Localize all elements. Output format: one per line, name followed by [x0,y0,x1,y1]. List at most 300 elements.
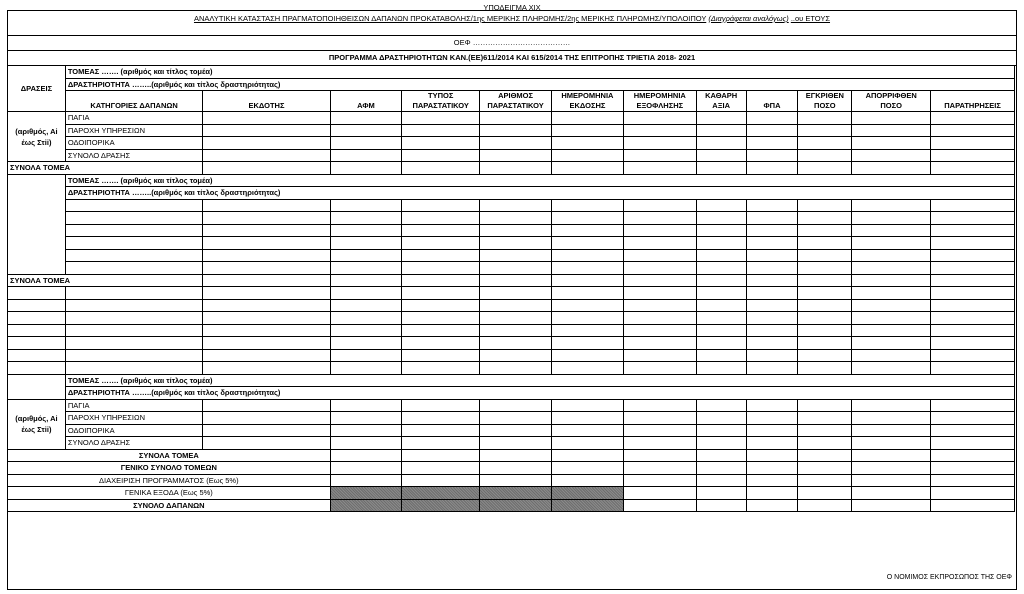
input-cell[interactable] [746,287,798,300]
input-cell[interactable] [798,287,852,300]
input-cell[interactable] [746,274,798,287]
input-cell[interactable] [623,212,696,225]
input-cell[interactable] [852,199,931,212]
input-cell[interactable] [330,299,402,312]
input-cell[interactable] [65,349,203,362]
input-cell[interactable] [623,462,696,475]
input-cell[interactable] [931,162,1015,175]
input-cell[interactable] [852,262,931,275]
input-cell[interactable] [552,362,624,375]
input-cell[interactable] [746,124,798,137]
input-cell[interactable] [696,424,746,437]
input-cell[interactable] [552,437,624,450]
input-cell[interactable] [931,137,1015,150]
input-cell[interactable] [402,124,480,137]
input-cell[interactable] [696,149,746,162]
input-cell[interactable] [852,487,931,500]
input-cell[interactable] [330,474,402,487]
input-cell[interactable] [696,474,746,487]
input-cell[interactable] [402,424,480,437]
input-cell[interactable] [931,474,1015,487]
input-cell[interactable] [330,124,402,137]
input-cell[interactable] [480,437,552,450]
input-cell[interactable] [203,249,330,262]
input-cell[interactable] [798,412,852,425]
input-cell[interactable] [203,299,330,312]
input-cell[interactable] [480,199,552,212]
input-cell[interactable] [798,324,852,337]
input-cell[interactable] [798,149,852,162]
input-cell[interactable] [8,324,66,337]
input-cell[interactable] [931,124,1015,137]
input-cell[interactable] [696,124,746,137]
input-cell[interactable] [402,437,480,450]
input-cell[interactable] [480,462,552,475]
input-cell[interactable] [402,199,480,212]
input-cell[interactable] [330,412,402,425]
input-cell[interactable] [852,337,931,350]
input-cell[interactable] [798,199,852,212]
input-cell[interactable] [65,237,203,250]
input-cell[interactable] [696,499,746,512]
input-cell[interactable] [852,499,931,512]
input-cell[interactable] [852,149,931,162]
input-cell[interactable] [852,462,931,475]
input-cell[interactable] [746,487,798,500]
input-cell[interactable] [480,474,552,487]
input-cell[interactable] [65,199,203,212]
input-cell[interactable] [746,237,798,250]
input-cell[interactable] [931,312,1015,325]
input-cell[interactable] [623,112,696,125]
input-cell[interactable] [696,137,746,150]
input-cell[interactable] [330,199,402,212]
input-cell[interactable] [798,299,852,312]
input-cell[interactable] [402,499,480,512]
input-cell[interactable] [480,224,552,237]
input-cell[interactable] [852,449,931,462]
input-cell[interactable] [203,124,330,137]
input-cell[interactable] [798,349,852,362]
input-cell[interactable] [696,324,746,337]
input-cell[interactable] [931,212,1015,225]
input-cell[interactable] [330,237,402,250]
input-cell[interactable] [696,412,746,425]
input-cell[interactable] [696,399,746,412]
input-cell[interactable] [402,412,480,425]
input-cell[interactable] [203,212,330,225]
input-cell[interactable] [623,199,696,212]
input-cell[interactable] [330,262,402,275]
input-cell[interactable] [402,362,480,375]
input-cell[interactable] [203,437,330,450]
input-cell[interactable] [746,137,798,150]
input-cell[interactable] [552,449,624,462]
input-cell[interactable] [746,299,798,312]
input-cell[interactable] [203,274,330,287]
input-cell[interactable] [746,437,798,450]
input-cell[interactable] [623,474,696,487]
input-cell[interactable] [798,124,852,137]
input-cell[interactable] [552,112,624,125]
input-cell[interactable] [931,262,1015,275]
input-cell[interactable] [552,212,624,225]
input-cell[interactable] [852,399,931,412]
input-cell[interactable] [931,337,1015,350]
input-cell[interactable] [330,149,402,162]
input-cell[interactable] [330,137,402,150]
input-cell[interactable] [330,212,402,225]
input-cell[interactable] [552,462,624,475]
input-cell[interactable] [552,337,624,350]
input-cell[interactable] [65,287,203,300]
input-cell[interactable] [552,149,624,162]
input-cell[interactable] [798,237,852,250]
input-cell[interactable] [65,224,203,237]
input-cell[interactable] [746,149,798,162]
input-cell[interactable] [931,424,1015,437]
input-cell[interactable] [552,162,624,175]
input-cell[interactable] [480,112,552,125]
input-cell[interactable] [931,437,1015,450]
input-cell[interactable] [330,312,402,325]
input-cell[interactable] [402,212,480,225]
input-cell[interactable] [402,262,480,275]
input-cell[interactable] [65,249,203,262]
input-cell[interactable] [480,274,552,287]
input-cell[interactable] [480,337,552,350]
input-cell[interactable] [931,399,1015,412]
input-cell[interactable] [798,437,852,450]
input-cell[interactable] [330,249,402,262]
input-cell[interactable] [203,149,330,162]
input-cell[interactable] [696,199,746,212]
input-cell[interactable] [931,274,1015,287]
input-cell[interactable] [798,337,852,350]
input-cell[interactable] [852,224,931,237]
input-cell[interactable] [798,249,852,262]
input-cell[interactable] [65,299,203,312]
input-cell[interactable] [402,299,480,312]
input-cell[interactable] [203,324,330,337]
input-cell[interactable] [696,312,746,325]
input-cell[interactable] [931,324,1015,337]
input-cell[interactable] [330,424,402,437]
input-cell[interactable] [798,399,852,412]
input-cell[interactable] [696,262,746,275]
input-cell[interactable] [746,262,798,275]
input-cell[interactable] [480,499,552,512]
input-cell[interactable] [203,424,330,437]
input-cell[interactable] [402,274,480,287]
input-cell[interactable] [696,299,746,312]
input-cell[interactable] [65,312,203,325]
input-cell[interactable] [402,249,480,262]
input-cell[interactable] [798,449,852,462]
input-cell[interactable] [931,299,1015,312]
input-cell[interactable] [746,162,798,175]
input-cell[interactable] [552,349,624,362]
input-cell[interactable] [623,324,696,337]
input-cell[interactable] [746,349,798,362]
input-cell[interactable] [931,149,1015,162]
input-cell[interactable] [852,212,931,225]
input-cell[interactable] [552,287,624,300]
input-cell[interactable] [402,349,480,362]
input-cell[interactable] [402,487,480,500]
input-cell[interactable] [552,237,624,250]
input-cell[interactable] [552,399,624,412]
input-cell[interactable] [623,412,696,425]
input-cell[interactable] [931,412,1015,425]
input-cell[interactable] [696,349,746,362]
input-cell[interactable] [65,362,203,375]
input-cell[interactable] [402,462,480,475]
input-cell[interactable] [330,112,402,125]
input-cell[interactable] [8,299,66,312]
input-cell[interactable] [480,149,552,162]
input-cell[interactable] [746,337,798,350]
input-cell[interactable] [203,287,330,300]
input-cell[interactable] [552,424,624,437]
input-cell[interactable] [623,399,696,412]
input-cell[interactable] [798,362,852,375]
input-cell[interactable] [696,362,746,375]
input-cell[interactable] [402,287,480,300]
input-cell[interactable] [552,474,624,487]
input-cell[interactable] [931,362,1015,375]
input-cell[interactable] [696,237,746,250]
input-cell[interactable] [623,137,696,150]
input-cell[interactable] [203,112,330,125]
input-cell[interactable] [852,162,931,175]
input-cell[interactable] [746,112,798,125]
input-cell[interactable] [402,162,480,175]
input-cell[interactable] [65,262,203,275]
input-cell[interactable] [623,499,696,512]
input-cell[interactable] [798,424,852,437]
input-cell[interactable] [330,287,402,300]
input-cell[interactable] [552,224,624,237]
input-cell[interactable] [931,449,1015,462]
input-cell[interactable] [623,162,696,175]
input-cell[interactable] [852,274,931,287]
input-cell[interactable] [480,449,552,462]
input-cell[interactable] [330,462,402,475]
input-cell[interactable] [330,337,402,350]
input-cell[interactable] [402,324,480,337]
input-cell[interactable] [552,487,624,500]
input-cell[interactable] [623,249,696,262]
input-cell[interactable] [65,212,203,225]
input-cell[interactable] [402,149,480,162]
input-cell[interactable] [746,399,798,412]
input-cell[interactable] [798,112,852,125]
input-cell[interactable] [8,362,66,375]
input-cell[interactable] [852,124,931,137]
input-cell[interactable] [798,137,852,150]
input-cell[interactable] [623,299,696,312]
input-cell[interactable] [203,199,330,212]
input-cell[interactable] [931,349,1015,362]
input-cell[interactable] [931,237,1015,250]
input-cell[interactable] [480,249,552,262]
input-cell[interactable] [623,349,696,362]
input-cell[interactable] [203,337,330,350]
input-cell[interactable] [8,337,66,350]
input-cell[interactable] [746,312,798,325]
input-cell[interactable] [552,262,624,275]
input-cell[interactable] [330,487,402,500]
input-cell[interactable] [552,249,624,262]
input-cell[interactable] [402,474,480,487]
input-cell[interactable] [330,437,402,450]
input-cell[interactable] [623,237,696,250]
input-cell[interactable] [696,212,746,225]
input-cell[interactable] [746,462,798,475]
input-cell[interactable] [852,437,931,450]
input-cell[interactable] [623,487,696,500]
input-cell[interactable] [480,412,552,425]
input-cell[interactable] [931,224,1015,237]
input-cell[interactable] [402,237,480,250]
input-cell[interactable] [8,349,66,362]
input-cell[interactable] [852,137,931,150]
input-cell[interactable] [746,224,798,237]
input-cell[interactable] [8,312,66,325]
input-cell[interactable] [746,424,798,437]
input-cell[interactable] [852,237,931,250]
input-cell[interactable] [852,287,931,300]
input-cell[interactable] [552,137,624,150]
input-cell[interactable] [330,399,402,412]
input-cell[interactable] [852,362,931,375]
input-cell[interactable] [696,224,746,237]
input-cell[interactable] [552,299,624,312]
input-cell[interactable] [746,412,798,425]
input-cell[interactable] [798,462,852,475]
input-cell[interactable] [330,162,402,175]
input-cell[interactable] [203,224,330,237]
input-cell[interactable] [931,112,1015,125]
input-cell[interactable] [480,124,552,137]
input-cell[interactable] [480,487,552,500]
input-cell[interactable] [203,262,330,275]
input-cell[interactable] [852,324,931,337]
input-cell[interactable] [623,262,696,275]
input-cell[interactable] [480,362,552,375]
input-cell[interactable] [931,249,1015,262]
input-cell[interactable] [746,212,798,225]
input-cell[interactable] [746,449,798,462]
input-cell[interactable] [65,324,203,337]
input-cell[interactable] [623,274,696,287]
input-cell[interactable] [552,312,624,325]
input-cell[interactable] [623,362,696,375]
input-cell[interactable] [798,162,852,175]
input-cell[interactable] [623,287,696,300]
input-cell[interactable] [402,137,480,150]
input-cell[interactable] [798,274,852,287]
input-cell[interactable] [402,224,480,237]
input-cell[interactable] [852,412,931,425]
input-cell[interactable] [623,424,696,437]
input-cell[interactable] [330,499,402,512]
input-cell[interactable] [552,274,624,287]
input-cell[interactable] [798,262,852,275]
input-cell[interactable] [623,312,696,325]
input-cell[interactable] [480,287,552,300]
input-cell[interactable] [931,462,1015,475]
input-cell[interactable] [552,412,624,425]
input-cell[interactable] [203,312,330,325]
input-cell[interactable] [330,274,402,287]
input-cell[interactable] [330,324,402,337]
input-cell[interactable] [330,449,402,462]
input-cell[interactable] [746,499,798,512]
input-cell[interactable] [203,399,330,412]
input-cell[interactable] [203,362,330,375]
input-cell[interactable] [852,299,931,312]
input-cell[interactable] [552,324,624,337]
input-cell[interactable] [798,312,852,325]
input-cell[interactable] [203,237,330,250]
input-cell[interactable] [402,112,480,125]
input-cell[interactable] [552,499,624,512]
input-cell[interactable] [330,349,402,362]
input-cell[interactable] [798,474,852,487]
input-cell[interactable] [480,424,552,437]
input-cell[interactable] [696,462,746,475]
input-cell[interactable] [480,262,552,275]
input-cell[interactable] [480,299,552,312]
input-cell[interactable] [696,249,746,262]
input-cell[interactable] [798,487,852,500]
input-cell[interactable] [931,287,1015,300]
input-cell[interactable] [696,287,746,300]
input-cell[interactable] [203,162,330,175]
input-cell[interactable] [696,337,746,350]
input-cell[interactable] [852,424,931,437]
input-cell[interactable] [203,349,330,362]
input-cell[interactable] [931,487,1015,500]
input-cell[interactable] [623,437,696,450]
input-cell[interactable] [480,162,552,175]
input-cell[interactable] [696,449,746,462]
input-cell[interactable] [746,199,798,212]
input-cell[interactable] [330,224,402,237]
input-cell[interactable] [852,249,931,262]
input-cell[interactable] [798,224,852,237]
input-cell[interactable] [65,337,203,350]
input-cell[interactable] [480,324,552,337]
input-cell[interactable] [798,212,852,225]
input-cell[interactable] [696,112,746,125]
input-cell[interactable] [480,312,552,325]
input-cell[interactable] [798,499,852,512]
input-cell[interactable] [852,474,931,487]
input-cell[interactable] [931,499,1015,512]
input-cell[interactable] [480,212,552,225]
input-cell[interactable] [931,199,1015,212]
input-cell[interactable] [402,337,480,350]
input-cell[interactable] [480,399,552,412]
input-cell[interactable] [330,362,402,375]
input-cell[interactable] [402,312,480,325]
input-cell[interactable] [623,449,696,462]
input-cell[interactable] [480,349,552,362]
input-cell[interactable] [402,449,480,462]
